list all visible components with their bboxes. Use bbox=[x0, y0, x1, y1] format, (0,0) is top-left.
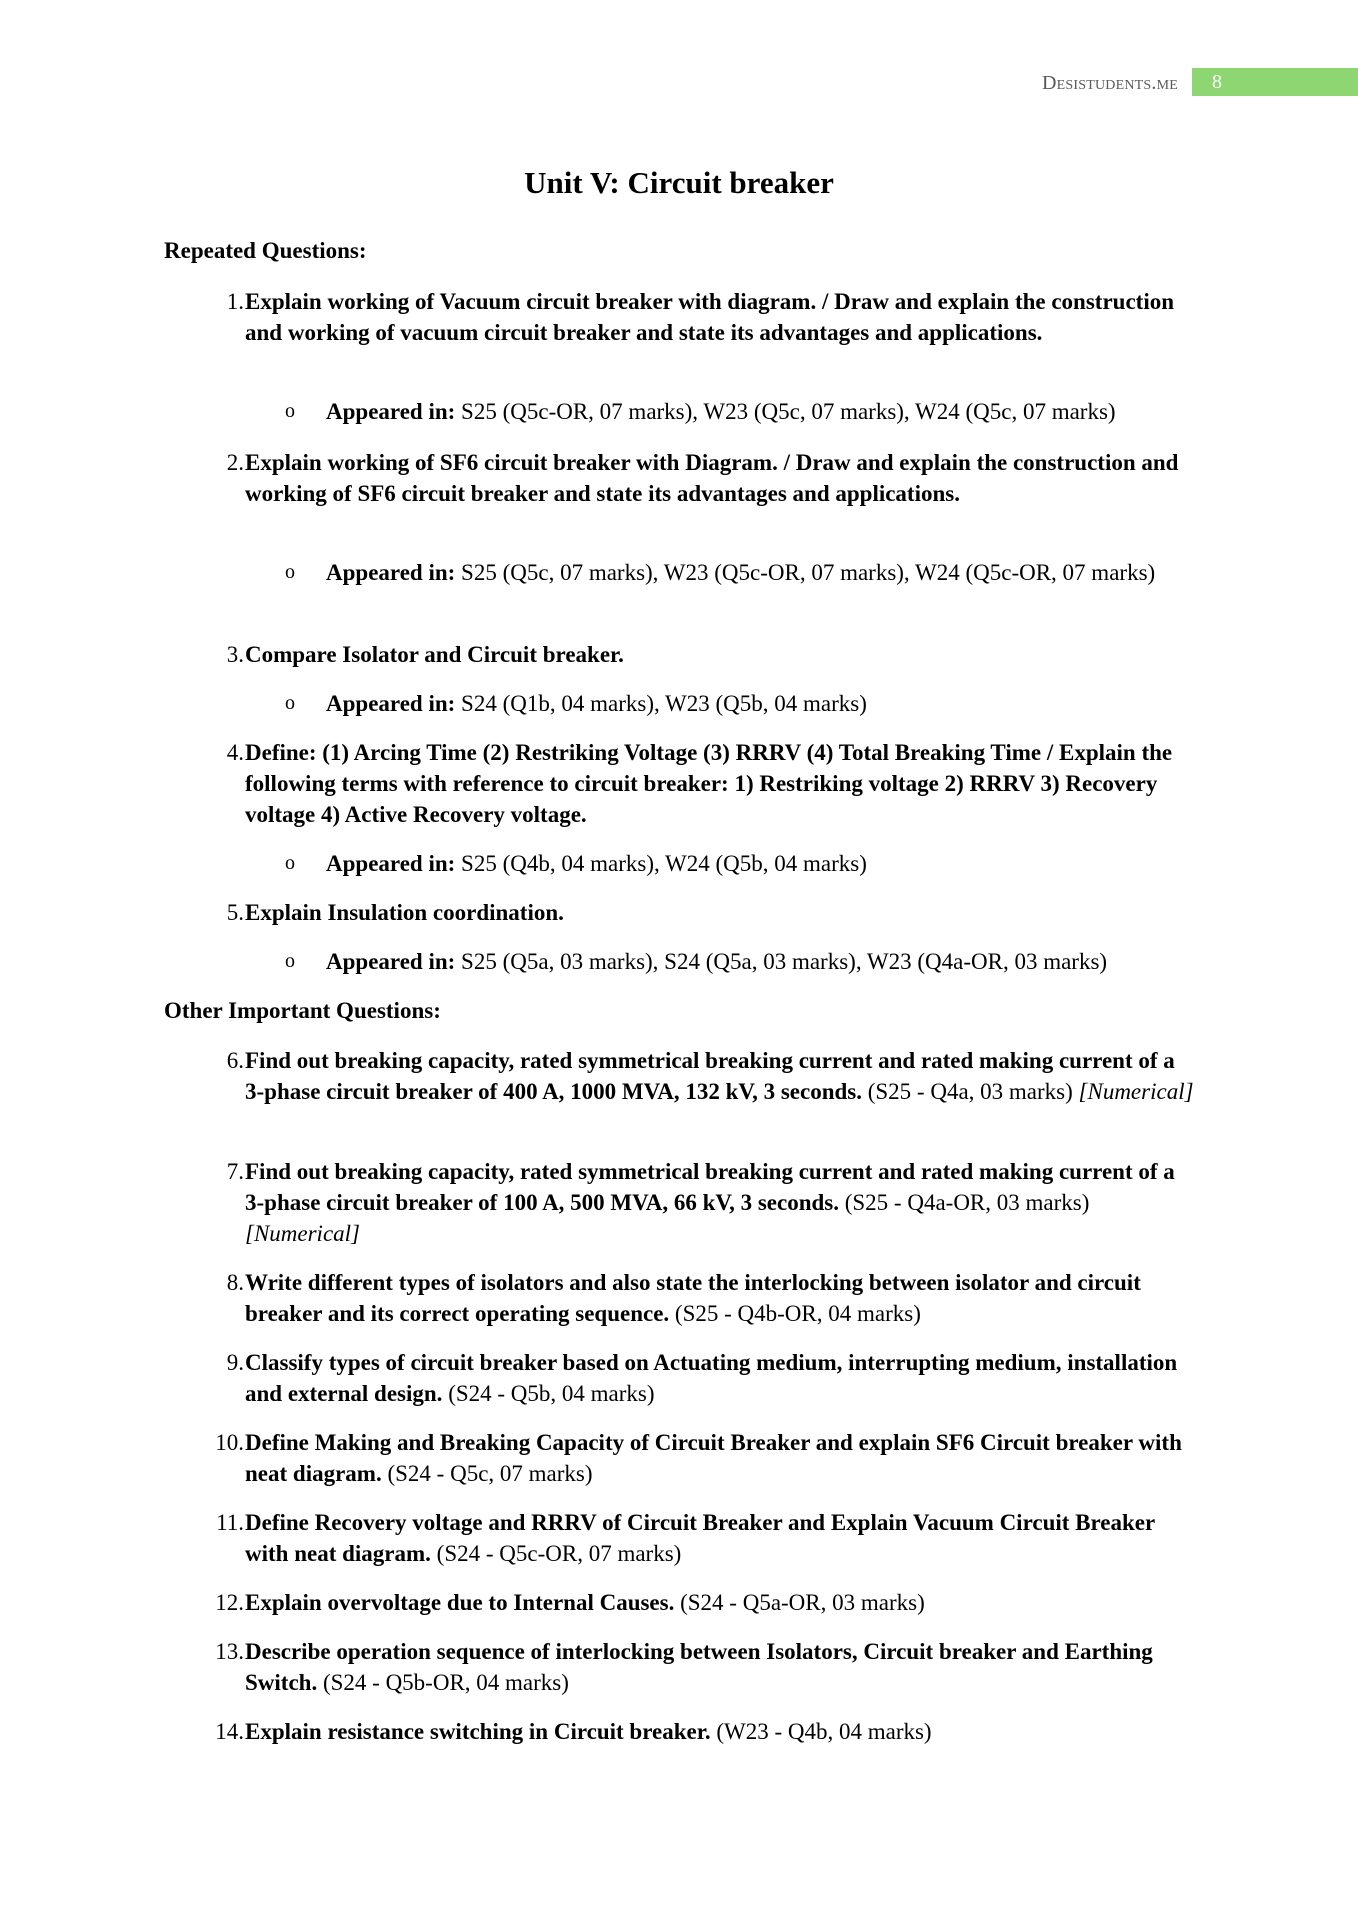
question-text: Find out breaking capacity, rated symmetrical breaking current and rated making current of a 3-phase circuit breaker of 400 A, 1000 MVA, 132 kV, 3 seconds. bbox=[245, 1048, 1175, 1104]
appeared-label: Appeared in: bbox=[326, 851, 456, 876]
question-number: 7. bbox=[226, 1159, 244, 1184]
question-number: 3. bbox=[226, 642, 244, 667]
appeared-label: Appeared in: bbox=[326, 399, 456, 424]
question-text: Describe operation sequence of interlocking between Isolators, Circuit breaker and Earthing Switch. bbox=[245, 1639, 1153, 1695]
question-text: Explain overvoltage due to Internal Causes. bbox=[245, 1590, 675, 1615]
bullet-icon: o bbox=[285, 852, 295, 874]
question-ref: (S24 - Q5b, 04 marks) bbox=[442, 1381, 655, 1406]
question-ref: (W23 - Q4b, 04 marks) bbox=[710, 1719, 932, 1744]
question-number: 8. bbox=[226, 1270, 244, 1295]
question-number: 6. bbox=[226, 1048, 244, 1073]
question-text: Classify types of circuit breaker based on Actuating medium, interrupting medium, installation and external design. bbox=[245, 1350, 1178, 1406]
question-ref: (S24 - Q5c-OR, 07 marks) bbox=[430, 1541, 682, 1566]
bullet-icon: o bbox=[285, 692, 295, 714]
appeared-value: S24 (Q1b, 04 marks), W23 (Q5b, 04 marks) bbox=[455, 691, 867, 716]
question-text: Explain resistance switching in Circuit breaker. bbox=[245, 1719, 711, 1744]
question-text: Explain working of Vacuum circuit breaker with diagram. / Draw and explain the construction and working of vacuum circuit breaker and state its advantages and applications. bbox=[245, 289, 1175, 345]
question-text: Define Making and Breaking Capacity of Circuit Breaker and explain SF6 Circuit breaker with neat diagram. bbox=[245, 1430, 1182, 1486]
question-number: 13. bbox=[215, 1639, 244, 1664]
question-ref: (S24 - Q5b-OR, 04 marks) bbox=[317, 1670, 569, 1695]
question-ref: (S24 - Q5c, 07 marks) bbox=[381, 1461, 593, 1486]
question-number: 14. bbox=[215, 1719, 244, 1744]
section-heading-repeated: Repeated Questions: bbox=[164, 238, 367, 263]
question-text: Find out breaking capacity, rated symmetrical breaking current and rated making current of a 3-phase circuit breaker of 100 A, 500 MVA, 66 kV, 3 seconds. bbox=[245, 1159, 1175, 1215]
question-number: 12. bbox=[215, 1590, 244, 1615]
appeared-value: S25 (Q5c, 07 marks), W23 (Q5c-OR, 07 marks), W24 (Q5c-OR, 07 marks) bbox=[455, 560, 1156, 585]
bullet-icon: o bbox=[285, 400, 295, 422]
question-text: Write different types of isolators and also state the interlocking between isolator and circuit breaker and its correct operating sequence. bbox=[245, 1270, 1141, 1326]
question-text: Explain Insulation coordination. bbox=[245, 900, 564, 925]
page-header bbox=[0, 68, 1358, 98]
question-number: 5. bbox=[226, 900, 244, 925]
question-ref: (S25 - Q4a, 03 marks) bbox=[861, 1079, 1079, 1104]
appeared-label: Appeared in: bbox=[326, 691, 456, 716]
appeared-value: S25 (Q5a, 03 marks), S24 (Q5a, 03 marks), W23 (Q4a-OR, 03 marks) bbox=[455, 949, 1108, 974]
bullet-icon: o bbox=[285, 561, 295, 583]
question-tag: [Numerical] bbox=[245, 1221, 360, 1246]
question-text: Define: (1) Arcing Time (2) Restriking Voltage (3) RRRV (4) Total Breaking Time / Explain the following terms with reference to circuit breaker: 1) Restriking voltage 2) RRRV 3) Recovery voltage 4) Active Recovery voltage. bbox=[245, 740, 1173, 827]
appeared-value: S25 (Q5c-OR, 07 marks), W23 (Q5c, 07 marks), W24 (Q5c, 07 marks) bbox=[455, 399, 1116, 424]
section-heading-other: Other Important Questions: bbox=[164, 998, 441, 1023]
question-tag: [Numerical] bbox=[1078, 1079, 1194, 1104]
question-text: Define Recovery voltage and RRRV of Circuit Breaker and Explain Vacuum Circuit Breaker with neat diagram. bbox=[245, 1510, 1155, 1566]
question-number: 11. bbox=[216, 1510, 244, 1535]
bullet-icon: o bbox=[285, 950, 295, 972]
appeared-label: Appeared in: bbox=[326, 949, 456, 974]
question-number: 4. bbox=[226, 740, 244, 765]
question-text: Compare Isolator and Circuit breaker. bbox=[245, 642, 624, 667]
question-text: Explain working of SF6 circuit breaker with Diagram. / Draw and explain the construction and working of SF6 circuit breaker and state its advantages and applications. bbox=[245, 450, 1179, 506]
question-number: 9. bbox=[226, 1350, 244, 1375]
question-ref: (S25 - Q4a-OR, 03 marks) bbox=[838, 1190, 1090, 1215]
question-ref: (S24 - Q5a-OR, 03 marks) bbox=[674, 1590, 925, 1615]
appeared-label: Appeared in: bbox=[326, 560, 456, 585]
page-number: 8 bbox=[1212, 71, 1222, 93]
site-name: Desistudents.me bbox=[1041, 72, 1178, 94]
page-title: Unit V: Circuit breaker bbox=[524, 165, 834, 200]
question-number: 10. bbox=[215, 1430, 244, 1455]
page-number-badge bbox=[1192, 68, 1358, 96]
question-number: 1. bbox=[226, 289, 244, 314]
question-number: 2. bbox=[226, 450, 244, 475]
appeared-value: S25 (Q4b, 04 marks), W24 (Q5b, 04 marks) bbox=[455, 851, 867, 876]
question-ref: (S25 - Q4b-OR, 04 marks) bbox=[669, 1301, 921, 1326]
